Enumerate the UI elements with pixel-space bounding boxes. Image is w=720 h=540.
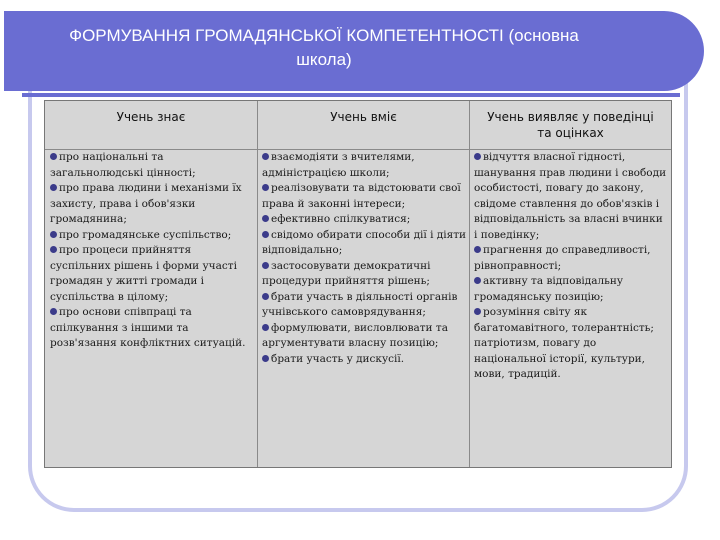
list-item: активну та відповідальну громадянську позицію; (474, 275, 624, 303)
header-knows: Учень знає (116, 110, 186, 124)
bullet-icon (50, 184, 57, 191)
title-line-2: школа) (296, 50, 352, 69)
bullet-icon (50, 153, 57, 160)
column-divider-2 (469, 101, 470, 467)
slide-title (4, 24, 644, 72)
bullet-icon (262, 293, 269, 300)
header-shows-line-1: Учень виявляє у поведінці (487, 110, 654, 124)
bullet-icon (262, 184, 269, 191)
list-item: брати участь у дискусії. (262, 352, 467, 368)
list-item: взаємодіяти з вчителями, адміністрацією школи; (262, 151, 415, 179)
bullet-icon (474, 246, 481, 253)
bullet-icon (474, 153, 481, 160)
list-shows (474, 150, 669, 383)
bullet-icon (474, 277, 481, 284)
list-item: ефективно спілкуватися; (262, 212, 467, 228)
list-item: розуміння світу як багатомавітного, толерантність; патріотизм, повагу до національної історії, культури, мови, традицій. (474, 306, 654, 380)
bullet-icon (262, 231, 269, 238)
list-item: брати участь в діяльності органів учнівського самоврядування; (262, 290, 458, 318)
title-bar (4, 11, 704, 91)
header-shows (470, 109, 671, 141)
competence-table (44, 100, 672, 468)
column-divider-1 (257, 101, 258, 467)
bullet-icon (262, 355, 269, 362)
bullet-icon (262, 262, 269, 269)
list-item: свідомо обирати способи дії і діяти відповідально; (262, 228, 467, 256)
header-can: Учень вміє (330, 110, 397, 124)
list-item: про основи співпраці та спілкування з іншими та розв'язання конфліктних ситуацій. (50, 306, 246, 349)
list-item: про права людини і механізми їх захисту, права і обов'язки громадянина; (50, 182, 242, 225)
title-line-1: ФОРМУВАННЯ ГРОМАДЯНСЬКОЇ КОМПЕТЕНТНОСТІ (основна (69, 26, 579, 45)
bullet-icon (50, 231, 57, 238)
bullet-icon (50, 308, 57, 315)
list-item: реалізовувати та відстоювати свої права й законні інтереси; (262, 182, 461, 210)
list-item: про громадянське суспільство; (50, 228, 255, 244)
bullet-icon (262, 153, 269, 160)
list-can (262, 150, 467, 367)
bullet-icon (262, 324, 269, 331)
list-item: формулювати, висловлювати та аргументувати власну позицію; (262, 321, 448, 349)
list-item: про національні та загальнолюдські цінності; (50, 151, 196, 179)
bullet-icon (262, 215, 269, 222)
list-knows (50, 150, 255, 352)
header-shows-line-2: та оцінках (537, 126, 604, 140)
list-item: відчуття власної гідності, шанування прав людини і свободи особистості, повагу до закону, свідоме ставлення до обов'язків і відповідальність за власні вчинки і поведінку; (474, 151, 667, 241)
list-item: застосовувати демократичні процедури прийняття рішень; (262, 259, 431, 287)
bullet-icon (474, 308, 481, 315)
bullet-icon (50, 246, 57, 253)
list-item: прагнення до справедливості, рівноправності; (474, 244, 651, 272)
title-underline (22, 93, 680, 97)
list-item: про процеси прийняття суспільних рішень і форми участі громадян у житті громади і суспільства в цілому; (50, 244, 237, 303)
